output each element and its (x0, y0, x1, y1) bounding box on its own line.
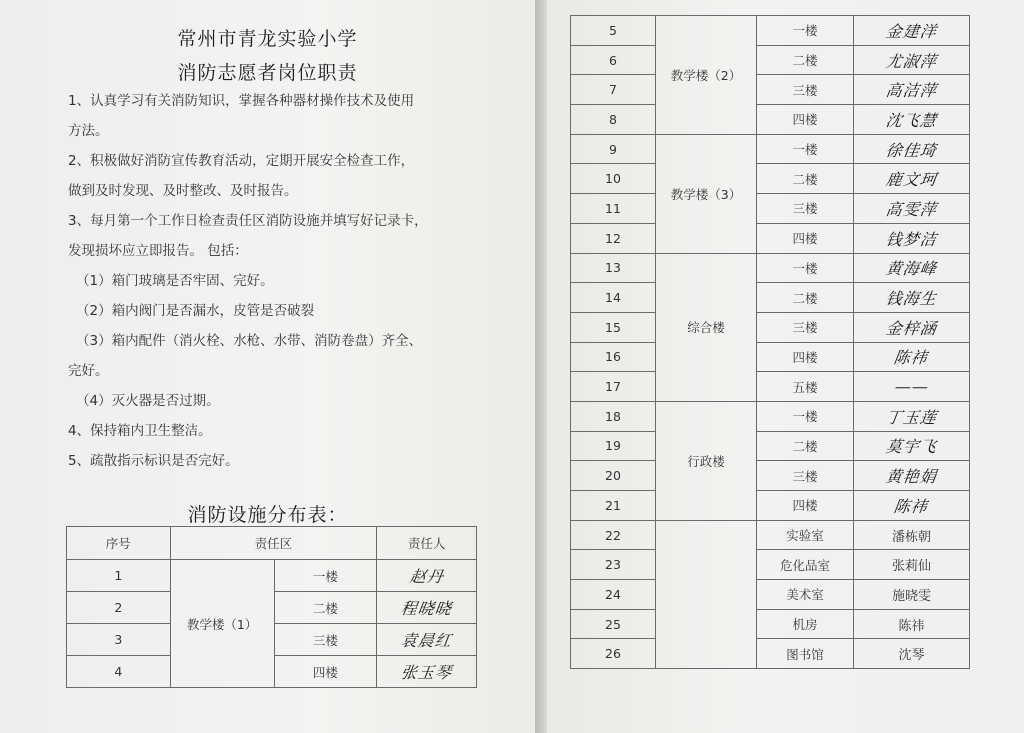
row-number: 12 (571, 223, 656, 253)
signature: —— (854, 372, 970, 402)
row-number: 19 (571, 431, 656, 461)
duty-line: 4、保持箱内卫生整洁。 (68, 423, 212, 439)
row-number: 26 (571, 639, 656, 669)
signature: 钱梦洁 (854, 223, 970, 253)
row-number: 22 (571, 520, 656, 550)
row-number: 8 (571, 105, 656, 135)
floor-cell: 五楼 (757, 372, 854, 402)
signature: 徐佳琦 (854, 134, 970, 164)
floor-cell: 四楼 (757, 223, 854, 253)
row-number: 1 (67, 560, 171, 592)
responsible-person: 潘栋朝 (854, 520, 970, 550)
signature: 黄艳娟 (854, 461, 970, 491)
row-number: 4 (67, 656, 171, 688)
row-number: 10 (571, 164, 656, 194)
signature: 赵丹 (377, 560, 477, 592)
floor-cell: 三楼 (757, 461, 854, 491)
facility-table-right (570, 15, 970, 669)
signature: 鹿文珂 (854, 164, 970, 194)
school-title: 常州市青龙实验小学 (177, 28, 358, 50)
room-cell: 机房 (757, 609, 854, 639)
duty-line: 5、疏散指示标识是否完好。 (68, 453, 239, 469)
signature: 金梓涵 (854, 312, 970, 342)
signature: 钱海生 (854, 283, 970, 313)
room-cell: 危化品室 (757, 550, 854, 580)
floor-cell: 一楼 (757, 16, 854, 46)
signature: 陈祎 (854, 342, 970, 372)
building-cell: 综合楼 (656, 253, 757, 401)
duty-line: 1、认真学习有关消防知识，掌握各种器材操作技术及使用 (68, 93, 415, 109)
row-number: 14 (571, 283, 656, 313)
floor-cell: 二楼 (757, 431, 854, 461)
row-number: 21 (571, 491, 656, 521)
row-number: 15 (571, 312, 656, 342)
floor-cell: 三楼 (757, 75, 854, 105)
facility-table-left (66, 526, 477, 688)
duty-line: （2）箱内阀门是否漏水，皮管是否破裂 (76, 303, 315, 319)
signature: 金建洋 (854, 16, 970, 46)
duty-line: （3）箱内配件（消火栓、水枪、水带、消防卷盘）齐全、 (76, 333, 423, 349)
floor-cell: 二楼 (757, 283, 854, 313)
building-cell: 教学楼（2） (656, 16, 757, 135)
row-number: 17 (571, 372, 656, 402)
signature: 高雯萍 (854, 194, 970, 224)
floor-cell: 一楼 (757, 253, 854, 283)
header-area: 责任区 (170, 527, 377, 560)
signature: 陈祎 (854, 491, 970, 521)
row-number: 18 (571, 401, 656, 431)
room-cell: 图书馆 (757, 639, 854, 669)
duty-line: 发现损坏应立即报告。 包括： (68, 243, 248, 259)
duty-line: 3、每月第一个工作日检查责任区消防设施并填写好记录卡， (68, 213, 428, 229)
header-person: 责任人 (377, 527, 477, 560)
room-cell: 美术室 (757, 580, 854, 610)
row-number: 16 (571, 342, 656, 372)
signature: 尤淑萍 (854, 45, 970, 75)
floor-cell: 三楼 (274, 624, 377, 656)
signature: 莫宇飞 (854, 431, 970, 461)
page-gap (535, 0, 547, 733)
duty-line: 完好。 (68, 363, 109, 379)
duty-line: 2、积极做好消防宣传教育活动，定期开展安全检查工作， (68, 153, 415, 169)
row-number: 24 (571, 580, 656, 610)
responsible-person: 沈琴 (854, 639, 970, 669)
row-number: 2 (67, 592, 171, 624)
responsible-person: 施晓雯 (854, 580, 970, 610)
blank-cell (656, 520, 757, 668)
building-cell: 教学楼（3） (656, 134, 757, 253)
floor-cell: 三楼 (757, 312, 854, 342)
floor-cell: 四楼 (757, 105, 854, 135)
row-number: 7 (571, 75, 656, 105)
header-no: 序号 (67, 527, 171, 560)
building-cell: 教学楼（1） (170, 560, 274, 688)
signature: 丁玉莲 (854, 401, 970, 431)
row-number: 23 (571, 550, 656, 580)
responsible-person: 陈祎 (854, 609, 970, 639)
document-title: 消防志愿者岗位职责 (177, 62, 358, 84)
floor-cell: 二楼 (757, 164, 854, 194)
duty-line: （4）灭火器是否过期。 (76, 393, 220, 409)
signature: 程晓晓 (377, 592, 477, 624)
duties-list (68, 86, 498, 476)
row-number: 11 (571, 194, 656, 224)
row-number: 5 (571, 16, 656, 46)
row-number: 3 (67, 624, 171, 656)
floor-cell: 四楼 (274, 656, 377, 688)
duty-line: 方法。 (68, 123, 109, 139)
floor-cell: 二楼 (757, 45, 854, 75)
signature: 张玉琴 (377, 656, 477, 688)
floor-cell: 二楼 (274, 592, 377, 624)
table-title: 消防设施分布表： (187, 504, 348, 526)
floor-cell: 一楼 (274, 560, 377, 592)
signature: 沈飞慧 (854, 105, 970, 135)
floor-cell: 一楼 (757, 134, 854, 164)
floor-cell: 四楼 (757, 491, 854, 521)
floor-cell: 三楼 (757, 194, 854, 224)
duty-line: 做到及时发现、及时整改、及时报告。 (68, 183, 298, 199)
building-cell: 行政楼 (656, 401, 757, 520)
row-number: 13 (571, 253, 656, 283)
row-number: 25 (571, 609, 656, 639)
signature: 高洁萍 (854, 75, 970, 105)
row-number: 6 (571, 45, 656, 75)
row-number: 20 (571, 461, 656, 491)
duty-line: （1）箱门玻璃是否牢固、完好。 (76, 273, 274, 289)
floor-cell: 一楼 (757, 401, 854, 431)
floor-cell: 四楼 (757, 342, 854, 372)
signature: 袁晨红 (377, 624, 477, 656)
signature: 黄海峰 (854, 253, 970, 283)
room-cell: 实验室 (757, 520, 854, 550)
responsible-person: 张莉仙 (854, 550, 970, 580)
row-number: 9 (571, 134, 656, 164)
